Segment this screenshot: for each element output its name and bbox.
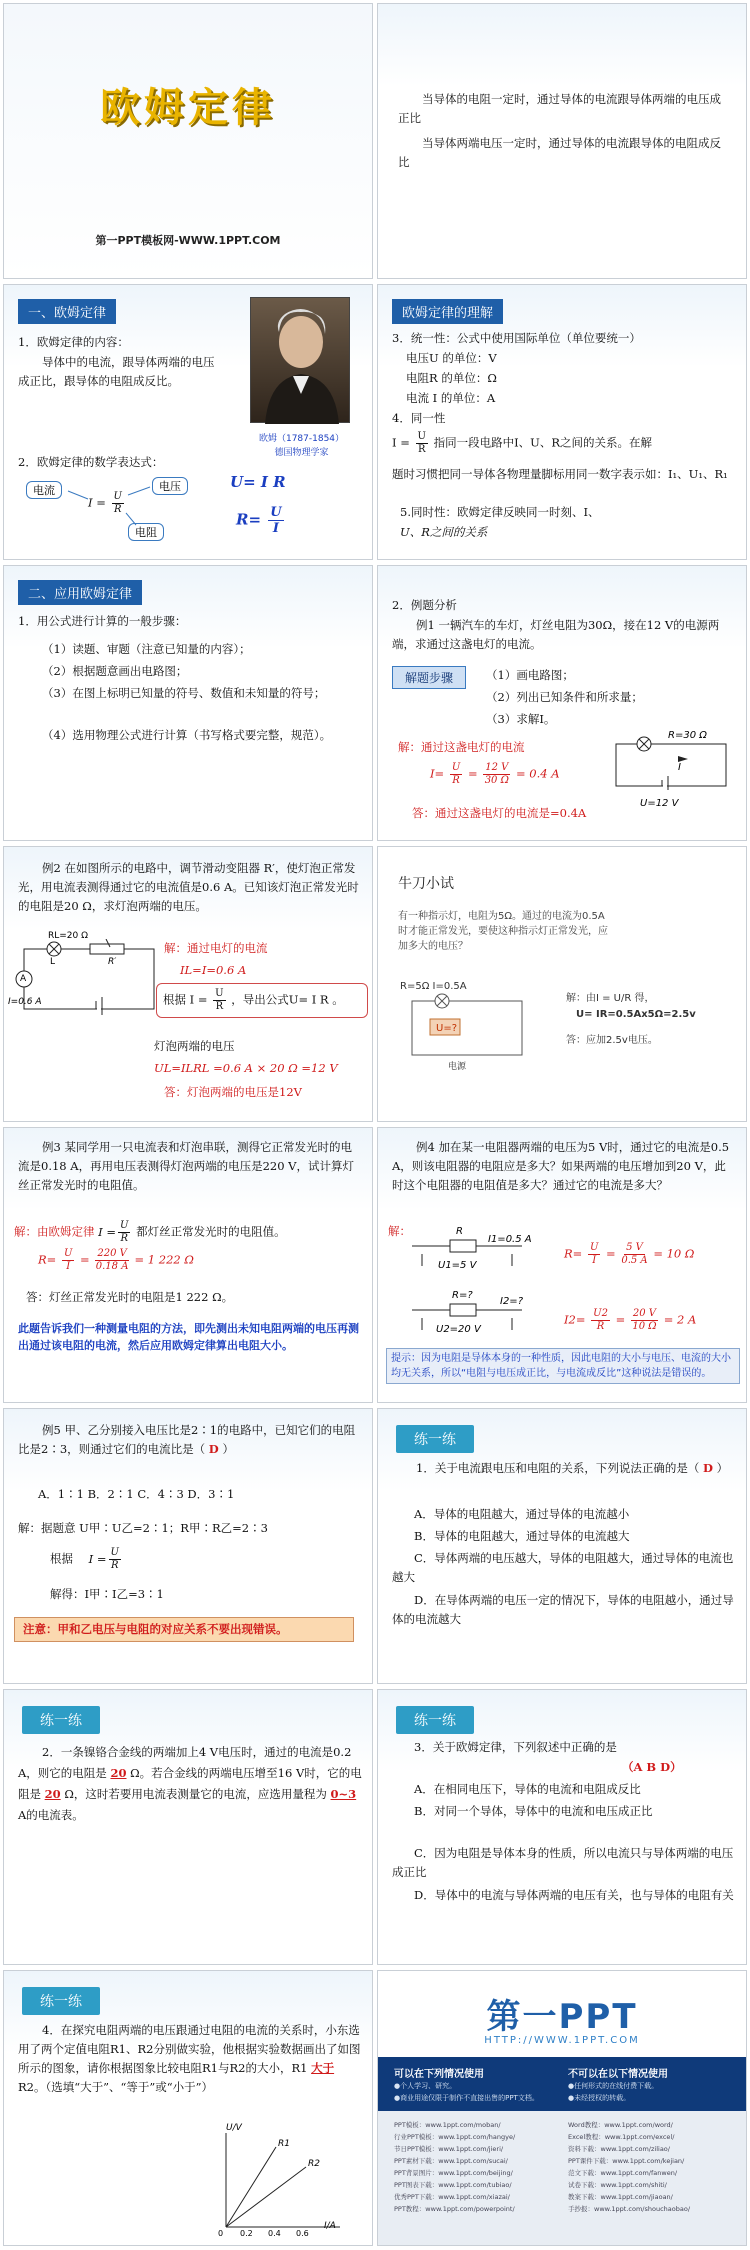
practice-header: 练一练 bbox=[396, 1425, 474, 1453]
practice-1-option-b: B．导体的电阻越大，通过导体的电流越大 bbox=[414, 1529, 630, 1543]
relation-inverse: 当导体两端电压一定时，通过导体的电流跟导体的电阻成反比 bbox=[398, 136, 721, 169]
graph-ylabel: U/V bbox=[226, 2123, 242, 2133]
link-item[interactable]: PPT模板：www.1ppt.com/moban/ bbox=[394, 2121, 501, 2129]
identity-rule: 4．同一性 bbox=[392, 411, 446, 425]
circuit2-label-rheostat: R′ bbox=[108, 957, 117, 967]
frac-numerator: U bbox=[215, 988, 224, 999]
formula-result: = 1 222 Ω bbox=[134, 1252, 194, 1267]
frac-numerator: U bbox=[417, 431, 426, 442]
practice-title: 牛刀小试 bbox=[398, 876, 454, 892]
link-item[interactable]: PPT背景图片：www.1ppt.com/beijing/ bbox=[394, 2169, 513, 2177]
brand-logo: 第一PPT bbox=[486, 1997, 638, 2037]
formula-result: = 0.4 A bbox=[516, 766, 560, 781]
ex3-formula: R= $\frac{U}{I}$ = $\frac{220 V}{0.18 A}$ = 1 222 Ω bbox=[38, 1248, 194, 1272]
step-1: （1）读题、审题（注意已知量的内容）； bbox=[42, 642, 251, 656]
ex4-hint: 提示：因为电阻是导体本身的一种性质，因此电阻的大小与电压、电流的大小均无关系，所以“电阻与电压成正比，与电流成反比”这种说法是错误的。 bbox=[386, 1348, 740, 1384]
slide-ohm-relations[interactable] bbox=[377, 3, 747, 279]
ex3-law-formula bbox=[98, 1220, 132, 1244]
frac-numerator: U2 bbox=[593, 1308, 608, 1319]
practice-question: 有一种指示灯，电阻为5Ω。通过的电流为0.5A时才能正常发光，要使这种指示灯正常发光，应加多大的电压？ bbox=[398, 911, 608, 952]
brand-url: HTTP://WWW.1PPT.COM bbox=[484, 2035, 640, 2046]
ex2-solution-1: 解：通过电灯的电流 bbox=[164, 941, 268, 955]
formula-current-lhs: I = bbox=[88, 495, 106, 510]
practice-2-part-1: 2．一条镍铬合金线的两端加上4 V电压时，通过的电流是0.2 A，则它的电阻是 bbox=[18, 1745, 352, 1780]
example-4-question: 例4 加在某一电阻器两端的电压为5 V时，通过它的电流是0.5 A，则该电阻器的电阻应是多大？如果两端的电压增加到20 V，此时这个电阻器的电阻值是多大？通过它的电流是多大？ bbox=[392, 1140, 730, 1192]
unity-rule: 3．统一性：公式中使用国际单位（单位要统一） bbox=[392, 331, 641, 345]
unit-resistance: 电阻R 的单位：Ω bbox=[406, 371, 497, 385]
practice-3-option-b: B．对同一个导体，导体中的电流和电压成正比 bbox=[414, 1804, 653, 1818]
circuit-1-u: U1=5 V bbox=[438, 1260, 477, 1271]
ex5-solution-3: 解得：I甲∶I乙=3∶1 bbox=[50, 1587, 164, 1601]
ex5-question bbox=[18, 1421, 363, 1459]
practice-solution-2: U= IR=0.5Ax5Ω=2.5v bbox=[576, 1009, 696, 1020]
practice-3-option-c: C．因为电阻是导体本身的性质，所以电流只与导体两端的电压成正比 bbox=[392, 1846, 734, 1879]
practice-3-option-d: D．导体中的电流与导体两端的电压有关，也与导体的电阻有关 bbox=[414, 1888, 734, 1902]
ex3-solution-suffix: 都灯丝正常发光时的电阻值。 bbox=[136, 1224, 286, 1239]
link-item[interactable]: PPT图表下载：www.1ppt.com/tubiao/ bbox=[394, 2181, 512, 2189]
ex5-question-text: 例5 甲、乙分别接入电压比是2∶1的电路中，已知它们的电阻比是2∶3，则通过它们的电流比是（ bbox=[18, 1423, 356, 1456]
identity-formula-line bbox=[392, 431, 737, 456]
ex4-solution-prefix: 解： bbox=[388, 1224, 411, 1238]
practice-2-answer-2: 20 bbox=[44, 1787, 61, 1801]
ex3-note: 此题告诉我们一种测量电阻的方法，即先测出未知电阻两端的电压再测出通过该电阻的电流，然后应用欧姆定律算出电阻大小。 bbox=[18, 1322, 359, 1352]
formula-lhs: I = bbox=[98, 1224, 116, 1239]
circuit-diagram-2 bbox=[10, 939, 160, 1023]
section-header: 二、应用欧姆定律 bbox=[18, 580, 142, 605]
circuit2-label-rl: RL=20 Ω bbox=[48, 931, 88, 941]
usage-allowed-title: 可以在下列情况使用 bbox=[394, 2069, 484, 2080]
formula-resistance-lhs: R= bbox=[236, 510, 262, 529]
graph-tick-3: 0.6 bbox=[296, 2229, 309, 2238]
link-item[interactable]: 节日PPT模板：www.1ppt.com/jieri/ bbox=[394, 2145, 504, 2153]
formula-frac-symbolic bbox=[588, 1242, 600, 1267]
formula-frac-numeric bbox=[631, 1308, 658, 1333]
frac-denominator: R bbox=[417, 444, 426, 455]
usage-forbidden-item-1: ●任何形式的在线付费下载。 bbox=[568, 2082, 659, 2090]
link-item[interactable]: PPT素材下载：www.1ppt.com/sucai/ bbox=[394, 2157, 508, 2165]
frac-denominator: R bbox=[452, 775, 460, 786]
box-text-1: 根据 I = bbox=[163, 992, 208, 1007]
circuit-2-r: R=? bbox=[452, 1290, 473, 1301]
identity-subscript-note: 题时习惯把同一导体各物理量脚标用同一数字表示如：I₁、U₁、R₁ bbox=[392, 467, 728, 481]
practice-circuit-label: R=5Ω I=0.5A bbox=[400, 981, 467, 992]
ex3-solution-line bbox=[14, 1220, 369, 1245]
ex2-solution-2: IL=I=0.6 A bbox=[180, 963, 247, 977]
ex5-note: 注意：甲和乙电压与电阻的对应关系不要出现错误。 bbox=[14, 1617, 354, 1642]
frac-numerator: U bbox=[270, 505, 282, 520]
slide-practice-4[interactable] bbox=[3, 1970, 373, 2246]
usage-allowed-item-2: ●商业用途仅限于制作不直接出售的PPT文档。 bbox=[394, 2094, 539, 2102]
circuit-1-r: R bbox=[456, 1226, 463, 1237]
frac-denominator: 0.5 A bbox=[621, 1255, 648, 1266]
practice-4-part-1: 4．在探究电阻两端的电压跟通过电阻的电流的关系时，小东选用了两个定值电阻R1、R2分别做实验，他根据实验数据画出了如图所示的图象，请你根据图象比较电阻R1与R2的大小，R1 bbox=[18, 2023, 361, 2075]
ex5-options: A．1∶1 B．2∶1 C．4∶3 D．3∶1 bbox=[38, 1487, 235, 1501]
practice-1-question-text: 1．关于电流跟电压和电阻的关系，下列说法正确的是（ bbox=[416, 1461, 700, 1475]
label-voltage: 电压 bbox=[152, 477, 188, 495]
simultaneity-rule-cont: U、R之间的关系 bbox=[400, 525, 488, 539]
box-frac bbox=[213, 988, 225, 1013]
formula-lhs: R= bbox=[564, 1246, 583, 1261]
practice-3-answer: （A B D） bbox=[622, 1760, 682, 1774]
slide-example-3[interactable] bbox=[3, 1127, 373, 1403]
usage-forbidden-title: 不可以在以下情况使用 bbox=[568, 2069, 668, 2080]
practice-answer: 答：应加2.5v电压。 bbox=[566, 1035, 658, 1046]
ex5-question-end: ） bbox=[222, 1442, 234, 1456]
link-item[interactable]: 行业PPT模板：www.1ppt.com/hangye/ bbox=[394, 2133, 516, 2141]
practice-circuit-unknown: U=? bbox=[436, 1023, 458, 1034]
box-text-2: ，导出公式U= I R 。 bbox=[231, 992, 344, 1007]
practice-2-answer-3: 0~3 bbox=[330, 1787, 357, 1801]
solve-step-1: （1）画电路图； bbox=[486, 668, 574, 682]
links-left bbox=[394, 2119, 515, 2215]
ex3-answer: 答：灯丝正常发光时的电阻是1 222 Ω。 bbox=[26, 1290, 234, 1304]
practice-2-part-3: Ω，这时若要用电流表测量它的电流，应选用量程为 bbox=[64, 1787, 327, 1801]
step-3: （3）在图上标明已知量的符号、数值和未知量的符号； bbox=[42, 686, 326, 700]
solve-step-2: （2）列出已知条件和所求量； bbox=[486, 690, 643, 704]
frac-numerator: 5 V bbox=[626, 1242, 643, 1253]
section-header: 一、欧姆定律 bbox=[18, 299, 116, 324]
steps-title: 1．用公式进行计算的一般步骤： bbox=[18, 614, 187, 628]
graph-tick-0: 0 bbox=[218, 2229, 224, 2238]
graph-xlabel: I/A bbox=[324, 2221, 336, 2231]
formula-result: = 10 Ω bbox=[653, 1246, 695, 1261]
link-item[interactable]: 范文下载：www.1ppt.com/fanwen/ bbox=[568, 2169, 678, 2177]
formula-lhs: I = bbox=[88, 1551, 107, 1566]
circuit2-label-lamp: L bbox=[50, 957, 56, 967]
formula-derivation-box bbox=[156, 983, 368, 1018]
step-2: （2）根据题意画出电路图； bbox=[42, 664, 188, 678]
portrait-caption-role: 德国物理学家 bbox=[274, 448, 329, 458]
slide-ohm-understanding[interactable] bbox=[377, 284, 747, 560]
formula-connector-lines bbox=[4, 285, 373, 560]
frac-numerator: U bbox=[113, 491, 122, 502]
link-item[interactable]: 优秀PPT下载：www.1ppt.com/xiazai/ bbox=[394, 2193, 510, 2201]
slide-title[interactable] bbox=[3, 3, 373, 279]
frac-denominator: R bbox=[215, 1001, 224, 1012]
formula-frac-numeric bbox=[621, 1242, 647, 1267]
circuit-label-voltage: U=12 V bbox=[640, 798, 679, 809]
link-item[interactable]: 资料下载：www.1ppt.com/ziliao/ bbox=[568, 2145, 670, 2153]
info-panel bbox=[378, 2057, 746, 2246]
practice-2-part-2: Ω。若合金线的两端电压增至16 V时，它的电阻是 bbox=[18, 1766, 362, 1801]
slide-practice-1[interactable] bbox=[377, 1408, 747, 1684]
links-right bbox=[568, 2119, 690, 2215]
series-r1-line bbox=[226, 2147, 276, 2227]
slide-example-1[interactable] bbox=[377, 565, 747, 841]
graph-series-r1: R1 bbox=[278, 2139, 290, 2149]
slide-example-5[interactable] bbox=[3, 1408, 373, 1684]
formula-equals: = bbox=[467, 766, 478, 781]
identity-formula-text: 指同一段电路中I、U、R之间的关系。在解 bbox=[433, 435, 652, 450]
ex5-solution-2-label: 根据 bbox=[50, 1551, 73, 1566]
circuit-label-current: I bbox=[678, 762, 681, 773]
solve-step-3: （3）求解I。 bbox=[486, 712, 556, 726]
law-content-text: 导体中的电流，跟导体两端的电压成正比，跟导体的电阻成反比。 bbox=[18, 355, 215, 388]
frac-denominator: 10 Ω bbox=[632, 1321, 657, 1332]
circuit2-label-current: I=0.6 A bbox=[8, 997, 42, 1007]
practice-2-answer-1: 20 bbox=[110, 1766, 127, 1780]
practice-1-question-end: ） bbox=[716, 1461, 729, 1475]
frac-numerator: 220 V bbox=[97, 1248, 127, 1259]
circuit-1-i: I1=0.5 A bbox=[488, 1234, 532, 1245]
formula-resistance bbox=[236, 505, 286, 536]
graph-series-r2: R2 bbox=[308, 2159, 320, 2169]
answer-line: 答：通过这盏电灯的电流是=0.4A bbox=[412, 806, 587, 820]
frac-denominator: R bbox=[596, 1321, 605, 1332]
circuit-label-resistance: R=30 Ω bbox=[668, 730, 707, 741]
formula-lhs: I= bbox=[430, 766, 445, 781]
frac-denominator: R bbox=[113, 504, 122, 515]
circuit-2-u: U2=20 V bbox=[436, 1324, 481, 1335]
ex4-formula-r: R= $\frac{U}{I}$ = $\frac{5 V}{0.5 A}$ = 10 Ω bbox=[564, 1242, 695, 1266]
frac-numerator: U bbox=[589, 1242, 599, 1253]
practice-1-option-d: D．在导体两端的电压一定的情况下，导体的电阻越小，通过导体的电流越大 bbox=[392, 1593, 734, 1626]
ex4-formula-i: I2= $\frac{U2}{R}$ = $\frac{20 V}{10 \Omega}$ = 2 A bbox=[564, 1308, 697, 1332]
ex5-law bbox=[88, 1547, 123, 1571]
frac-numerator: 12 V bbox=[485, 762, 509, 773]
formula-frac-symbolic bbox=[62, 1248, 74, 1273]
formula-frac bbox=[118, 1220, 130, 1245]
ex2-solution-3: 灯泡两端的电压 bbox=[154, 1039, 235, 1053]
graph-tick-1: 0.2 bbox=[240, 2229, 253, 2238]
ex3-solution-prefix: 解：由欧姆定律 bbox=[14, 1224, 95, 1239]
ex2-answer: 答：灯泡两端的电压是12V bbox=[164, 1085, 302, 1099]
frac-denominator: R bbox=[120, 1233, 128, 1244]
frac-numerator: 20 V bbox=[632, 1308, 657, 1319]
practice-3-option-a: A．在相同电压下，导体的电流和电阻成反比 bbox=[414, 1782, 641, 1796]
portrait-caption-name: 欧姆（1787-1854） bbox=[258, 434, 345, 444]
formula-lhs: R= bbox=[38, 1252, 57, 1267]
practice-header: 练一练 bbox=[22, 1987, 100, 2015]
practice-header: 练一练 bbox=[396, 1706, 474, 1734]
practice-4-part-2: R2。（选填“大于”、“等于”或“小于”） bbox=[18, 2080, 213, 2094]
section-header: 欧姆定律的理解 bbox=[392, 299, 503, 324]
formula-voltage: U= I R bbox=[230, 473, 286, 491]
slide-apply-ohm[interactable] bbox=[3, 565, 373, 841]
ex2-solution-4: UL=ILRL =0.6 A × 20 Ω =12 V bbox=[154, 1061, 338, 1075]
practice-circuit-source: 电源 bbox=[448, 1062, 467, 1072]
frac-numerator: U bbox=[451, 762, 461, 773]
link-item[interactable]: 试卷下载：www.1ppt.com/shiti/ bbox=[568, 2181, 667, 2189]
usage-allowed-item-1: ●个人学习、研究。 bbox=[394, 2082, 457, 2090]
slide-example-2[interactable] bbox=[3, 846, 373, 1122]
practice-2-part-4: A的电流表。 bbox=[18, 1808, 84, 1822]
circuit2-label-ammeter: A bbox=[20, 974, 27, 984]
frac-denominator: 0.18 A bbox=[95, 1261, 129, 1272]
relation-proportional: 当导体的电阻一定时，通过导体的电流跟导体两端的电压成正比 bbox=[398, 92, 721, 125]
formula-result: = 2 A bbox=[663, 1312, 697, 1327]
practice-solution-1: 解：由I = U/R 得， bbox=[566, 993, 655, 1004]
circuit-2-i: I2=? bbox=[500, 1296, 523, 1307]
slide-title-subtitle: 第一PPT模板网-WWW.1PPT.COM bbox=[95, 234, 281, 247]
ex5-solution-2 bbox=[50, 1547, 123, 1572]
identity-formula-frac bbox=[416, 431, 428, 456]
frac-numerator: U bbox=[120, 1220, 129, 1231]
link-item[interactable]: Word教程：www.1ppt.com/word/ bbox=[568, 2121, 673, 2129]
frac-numerator: U bbox=[110, 1547, 119, 1558]
example-3-question: 例3 某同学用一只电流表和灯泡串联，测得它正常发光时的电流是0.18 A，再用电压表测得灯泡两端的电压是220 V，试计算灯丝正常发光时的电阻值。 bbox=[18, 1140, 354, 1192]
frac-denominator: I bbox=[272, 521, 279, 536]
solution-formula bbox=[430, 762, 560, 787]
simultaneity-rule: 5.同时性：欧姆定律反映同一时刻、I、 bbox=[400, 505, 600, 519]
solution-steps-label: 解题步骤 bbox=[392, 666, 466, 689]
practice-3-question: 3．关于欧姆定律，下列叙述中正确的是 bbox=[414, 1740, 617, 1754]
practice-4-answer: 大于 bbox=[311, 2061, 335, 2075]
practice-1-option-a: A．导体的电阻越大，通过导体的电流越小 bbox=[414, 1507, 630, 1521]
frac-denominator: 30 Ω bbox=[484, 775, 509, 786]
formula-frac-symbolic bbox=[591, 1308, 610, 1333]
graph-tick-2: 0.4 bbox=[268, 2229, 281, 2238]
practice-2-question bbox=[18, 1742, 363, 1826]
practice-1-answer: D bbox=[702, 1461, 713, 1475]
slide-practice-2[interactable] bbox=[3, 1689, 373, 1965]
practice-4-question bbox=[18, 2021, 363, 2097]
link-item[interactable]: PPT教程：www.1ppt.com/powerpoint/ bbox=[394, 2205, 515, 2213]
slide-practice-3[interactable] bbox=[377, 1689, 747, 1965]
frac-denominator: I bbox=[66, 1261, 71, 1272]
link-item[interactable]: PPT课件下载：www.1ppt.com/kejian/ bbox=[568, 2157, 685, 2165]
law-content-label: 1．欧姆定律的内容： bbox=[18, 335, 129, 349]
label-resistance: 电阻 bbox=[128, 523, 164, 541]
law-formula-label: 2．欧姆定律的数学表达式： bbox=[18, 455, 164, 469]
example-2-question: 例2 在如图所示的电路中，调节滑动变阻器 R′，使灯泡正常发光，用电流表测得通过它的电流值是0.6 A。已知该灯泡正常发光时的电阻是20 Ω，求灯泡两端的电压。 bbox=[18, 861, 359, 913]
formula-frac bbox=[109, 1547, 121, 1572]
step-4: （4）选用物理公式进行计算（书写格式要完整，规范）。 bbox=[42, 728, 332, 742]
usage-forbidden-item-2: ●未经授权的转载。 bbox=[568, 2094, 631, 2102]
link-item[interactable]: Excel教程：www.1ppt.com/excel/ bbox=[568, 2133, 675, 2141]
example-heading: 2．例题分析 bbox=[392, 598, 457, 612]
practice-header: 练一练 bbox=[22, 1706, 100, 1734]
formula-frac-numeric bbox=[483, 762, 510, 787]
frac-numerator: U bbox=[63, 1248, 73, 1259]
slide-branding[interactable] bbox=[377, 1970, 747, 2246]
frac-denominator: R bbox=[110, 1560, 119, 1571]
practice-circuit bbox=[402, 983, 542, 1069]
slide-example-4[interactable] bbox=[377, 1127, 747, 1403]
ex5-solution-1: 解：据题意 U甲∶U乙=2∶1；R甲∶R乙=2∶3 bbox=[18, 1521, 268, 1535]
formula-frac-numeric bbox=[95, 1248, 129, 1273]
formula-resistance-frac bbox=[268, 505, 283, 536]
series-r2-line bbox=[226, 2167, 306, 2227]
frac-denominator: I bbox=[592, 1255, 597, 1266]
unit-current: 电流 I 的单位：A bbox=[406, 391, 496, 405]
unit-voltage: 电压U 的单位：V bbox=[406, 351, 497, 365]
link-item[interactable]: 手抄报：www.1ppt.com/shouchaobao/ bbox=[568, 2205, 691, 2213]
slide-title-heading: 欧姆定律 bbox=[100, 84, 276, 131]
link-item[interactable]: 教案下载：www.1ppt.com/jiaoan/ bbox=[568, 2193, 673, 2201]
solution-line-1: 解：通过这盏电灯的电流 bbox=[398, 740, 525, 754]
practice-1-option-c: C．导体两端的电压越大，导体的电阻越大，通过导体的电流也越大 bbox=[392, 1551, 734, 1584]
slide-ohm-law[interactable] bbox=[3, 284, 373, 560]
practice-1-question bbox=[392, 1459, 737, 1478]
label-current: 电流 bbox=[26, 481, 62, 499]
formula-frac-symbolic bbox=[450, 762, 462, 787]
example-1-question: 例1 一辆汽车的车灯，灯丝电阻为30Ω，接在12 V的电源两端，求通过这盏电灯的电流。 bbox=[392, 618, 720, 651]
formula-lhs: I2= bbox=[564, 1312, 586, 1327]
identity-formula-lhs: I = bbox=[392, 435, 410, 450]
ex5-answer: D bbox=[208, 1442, 219, 1456]
slide-practice-try[interactable] bbox=[377, 846, 747, 1122]
